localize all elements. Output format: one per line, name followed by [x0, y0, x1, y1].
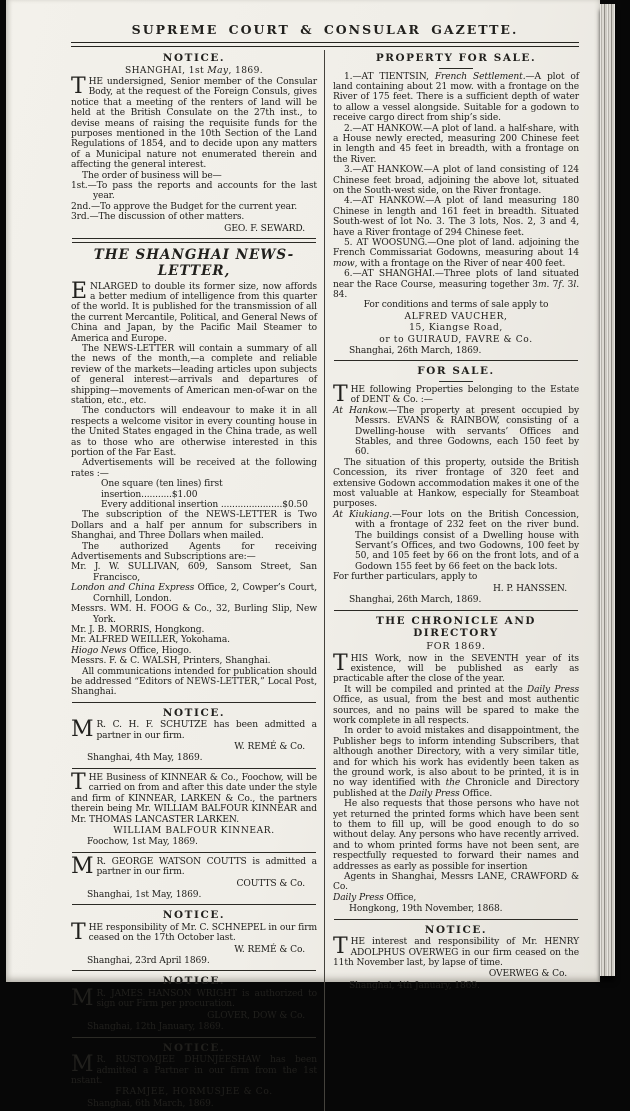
- signature: OVERWEG & Co.: [488, 969, 567, 980]
- signature: 15, Kiangse Road,: [409, 323, 503, 334]
- paragraph: THE Business of KINNEAR & Co., Foochow, will be carried on from and after this date under the style and firm of KINNEAR, LARKEN & Co., the partners therein being Mr. WILLIAM BALFOUR KINNEAR and Mr. THOMAS LANCASTER LARKEN.: [71, 769, 317, 825]
- paragraph: Mr. J. W. SULLIVAN, 609, Sansom Street, San Francisco,: [71, 562, 317, 583]
- paragraph: In order to avoid mistakes and disappointment, the Publisher begs to inform intending Subscribers, that although another Directory, with a very similar title, and for which his work has evidently been taken as the ground work, is also about to be printed, it is in no way identified with the Chronicle and Directory published at the Daily Press Office.: [333, 726, 579, 799]
- paragraph: The authorized Agents for receiving Advertisements and Subscriptions are:—: [71, 541, 317, 563]
- masthead-rule: [71, 42, 579, 47]
- column-left: [71, 50, 324, 1111]
- gazette-page: [6, 0, 600, 1109]
- ornament-rule: [439, 68, 473, 69]
- centered-line: For conditions and terms of sale apply to: [363, 300, 549, 311]
- paragraph: The order of business will be—: [82, 170, 222, 181]
- dateline: Shanghai, 26th March, 1869.: [349, 346, 482, 357]
- book-page-edges: [600, 4, 615, 976]
- paragraph: Advertisements will be received at the following rates :—: [71, 458, 317, 479]
- section-subheading: FOR 1869.: [426, 640, 486, 652]
- column-right: [324, 50, 579, 1111]
- section-divider-rule: [72, 702, 316, 703]
- notice-section: [71, 853, 317, 901]
- paragraph: M R. JAMES HANSON WRIGHT is authorized to sign our Firm per procuration.: [71, 985, 317, 1011]
- signature: FRAMJEE, HORMUSJEE & Co.: [115, 1087, 273, 1098]
- section-heading: NOTICE.: [162, 706, 226, 719]
- signature: ALFRED VAUCHER,: [404, 311, 508, 322]
- drop-cap: T: [333, 381, 348, 407]
- dateline: Shanghai, 4th May, 1869.: [87, 753, 203, 764]
- section-heading: NOTICE.: [424, 923, 488, 936]
- notice-section: [333, 52, 579, 356]
- drop-cap: E: [71, 278, 87, 304]
- notice-section: [71, 909, 317, 966]
- section-heading: PROPERTY FOR SALE.: [375, 52, 537, 64]
- dateline: SHANGHAI, 1st May, 1869.: [124, 65, 264, 76]
- paragraph: Hiogo News Office, Hiogo.: [71, 645, 192, 656]
- paragraph: M R. GEORGE WATSON COUTTS is admitted a partner in our firm.: [71, 853, 317, 879]
- section-heading: NOTICE.: [162, 1041, 226, 1054]
- section-divider-rule: [334, 610, 578, 611]
- paragraph: ENLARGED to double its former size, now affords a better medium of intelligence from this quarter of the world. It is published for the transmission of all the current Mercantile, Political, and General News of China and Japan, by the Pacific Mail Steamer to America and Europe.: [71, 278, 317, 344]
- columns: [71, 50, 579, 1111]
- notice-section: [71, 707, 317, 764]
- section-heading: FOR SALE.: [417, 365, 495, 378]
- signature: WILLIAM BALFOUR KINNEAR.: [113, 825, 275, 836]
- signature: or to GUIRAUD, FAVRE & Co.: [379, 334, 533, 345]
- notice-section: [71, 975, 317, 1032]
- notice-section: [333, 365, 579, 605]
- signature: W. REMÉ & Co.: [234, 944, 305, 955]
- ornament-rule: [439, 381, 473, 382]
- dateline: Foochow, 1st May, 1869.: [87, 837, 198, 848]
- section-divider-rule: [72, 768, 316, 769]
- section-heading: THE CHRONICLE AND DIRECTORY: [375, 614, 537, 639]
- paragraph: 3.—AT HANKOW.—A plot of land consisting of 124 Chinese feet broad, adjoining the above lot, situated on the South-west side, on the River frontage.: [333, 165, 579, 196]
- paragraph: London and China Express Office, 2, Cowper’s Court, Cornhill, London.: [71, 583, 317, 604]
- drop-cap: T: [333, 650, 348, 676]
- paragraph: M R. C. H. F. SCHUTZE has been admitted a partner in our firm.: [71, 717, 317, 743]
- dateline: Shanghai, 6th March, 1869.: [87, 1098, 214, 1109]
- drop-cap: M: [71, 1052, 94, 1078]
- paragraph: 2nd.—To approve the Budget for the current year.: [71, 201, 298, 212]
- page-content: [71, 22, 580, 1109]
- paragraph: It will be compiled and printed at the Daily Press Office, as usual, from the best and most authentic sources, and no pains will be spared to make the work complete in all respects.: [333, 684, 580, 726]
- drop-cap: M: [71, 717, 94, 743]
- paragraph: 1st.—To pass the reports and accounts for the last year.: [71, 180, 317, 202]
- drop-cap: T: [71, 73, 86, 99]
- paragraph: THE responsibility of Mr. C. SCHNEPEL in our firm ceased on the 17th October last.: [71, 919, 317, 945]
- notice-section: [71, 1042, 317, 1110]
- notice-section: [333, 615, 579, 915]
- drop-cap: T: [333, 934, 348, 960]
- drop-cap: M: [71, 853, 94, 879]
- paragraph: Messrs. F. & C. WALSH, Printers, Shanghai.: [71, 656, 271, 667]
- notice-section: [71, 769, 317, 848]
- paragraph: 4.—AT HANKOW.—A plot of land measuring 180 Chinese in length and 161 feet in breadth. Situated South-west of lot No. 3. The 3 lots, Nos. 2, 3 and 4, have a River frontage of 294 Chinese feet.: [333, 196, 579, 238]
- drop-cap: T: [71, 919, 86, 945]
- section-divider-rule: [334, 919, 578, 920]
- drop-cap: M: [71, 985, 94, 1011]
- paragraph: THIS Work, now in the SEVENTH year of its existence, will be published as early as practicable after the close of the year.: [333, 650, 579, 685]
- notice-section: [71, 52, 317, 234]
- paragraph: The subscription of the NEWS-LETTER is Two Dollars and a half per annum for subscribers in Shanghai, and Three Dollars when mailed.: [71, 510, 317, 542]
- paragraph: Mr. J. B. MORRIS, Hongkong.: [71, 624, 205, 635]
- paragraph: All communications intended for publication should be addressed “Editors of NEWS-LETTER,” Local Post, Shanghai.: [71, 666, 317, 698]
- section-heading: NOTICE.: [162, 52, 226, 64]
- dateline: Shanghai, 26th March, 1869.: [349, 595, 482, 606]
- paragraph: 2.—AT HANKOW.—A plot of land. a half-share, with a House newly erected, measuring 200 Chinese feet in length and 45 feet in breadth, with a frontage on the River.: [333, 123, 579, 165]
- section-divider-rule: [72, 238, 316, 243]
- paragraph: The NEWS-LETTER will contain a summary of all the news of the month,—a complete and reliable review of the markets—leading articles upon subjects of general interest—arrivals and departures of shipping—movements of American men-of-war on the station, etc., etc.: [71, 343, 317, 406]
- page-title: SUPREME COURT & CONSULAR GAZETTE.: [131, 22, 519, 37]
- section-divider-rule: [72, 904, 316, 905]
- section-divider-rule: [334, 360, 578, 361]
- drop-cap: T: [71, 769, 86, 795]
- dateline: Shanghai, 23rd April 1869.: [87, 956, 210, 967]
- paragraph: M R. RUSTOMJEE DHUNJEESHAW has been admitted a Partner in our firm from the 1st nstant.: [71, 1052, 317, 1086]
- section-heading: NOTICE.: [162, 909, 226, 922]
- dateline: Shanghai, 1st May, 1869.: [87, 889, 202, 900]
- signature: COUTTS & Co.: [236, 878, 305, 889]
- paragraph: THE interest and responsibility of Mr. HENRY ADOLPHUS OVERWEG in our firm ceased on the 11th November last, by lapse of time.: [333, 934, 579, 968]
- rate-line: Every additional insertion ......................$0.50: [101, 500, 308, 511]
- paragraph: THE undersigned, Senior member of the Consular Body, at the request of the Foreign Consuls, gives notice that a meeting of the renters of land will be held at the British Consulate on the 27th inst., to devise means of raising the requisite funds for the purposes mentioned in the 10th Section of the Land Regulations of 1854, and to decide upon any matters of a Municipal nature not enumerated therein and affecting the general interest.: [71, 73, 317, 171]
- paragraph: 1.—AT TIENTSIN, French Settlement.—A plot of land containing about 21 mow. with a frontage on the River of 175 feet. There is a sufficient depth of water to allow a vessel alongside. Suitable for a godown to receive cargo direct from ship’s side.: [333, 71, 579, 124]
- notice-section: [333, 924, 579, 992]
- signature: GEO. F. SEWARD.: [224, 223, 305, 234]
- rate-line: One square (ten lines) first insertion...........$1.00: [101, 479, 223, 500]
- paragraph: At Hankow.—The property at present occupied by Messrs. EVANS & RAINBOW, consisting of a Dwelling-house with servants’ Offices and Stables, and three Godowns, each 150 feet by 60.: [333, 405, 579, 458]
- section-divider-rule: [72, 970, 316, 971]
- signature: GLOVER, DOW & Co.: [207, 1010, 305, 1021]
- paragraph: The conductors will endeavour to make it in all respects a welcome visitor in every counting house in the United States engaged in the China trade, as well as to those who are otherwise interested in this portion of the Far East.: [71, 406, 317, 458]
- signature: H. P. HANSSEN.: [492, 583, 567, 594]
- paragraph: THE following Properties belonging to the Estate of DENT & Co. :—: [333, 381, 579, 407]
- paragraph: 3rd.—The discussion of other matters.: [71, 212, 245, 223]
- paragraph: Daily Press Office,: [333, 892, 417, 903]
- dateline: Shanghai, 4th January, 1869.: [349, 980, 480, 991]
- paragraph: At Kiukiang.—Four lots on the British Concession, with a frontage of 232 feet on the river bund. The buildings consist of a Dwelling house with Servant’s Offices, and two Godowns, 100 feet by 50, and 105 feet by 66 on the front lots, and of a Godown 155 feet by 66 feet on the back lots.: [333, 509, 579, 572]
- paragraph: The situation of this property, outside the British Concession, its river frontage of 320 feet and extensive Godown accommodation makes it one of the most valuable at Hankow, especially for Steamboat purposes.: [333, 457, 579, 510]
- paragraph: 5. AT WOOSUNG.—One plot of land. adjoining the French Commissariat Godowns, measuring about 14 mow, with a frontage on the River of near 400 feet.: [333, 238, 579, 269]
- paragraph: For further particulars, apply to: [333, 572, 478, 583]
- section-heading: NOTICE.: [162, 975, 226, 988]
- section-divider-rule: [72, 1037, 316, 1038]
- publication-title: THE SHANGHAI NEWS-LETTER,: [93, 246, 295, 279]
- notice-section: [71, 247, 317, 698]
- dateline: Shanghai, 12th January, 1869.: [87, 1022, 224, 1033]
- paragraph: Messrs. WM. H. FOOG & Co., 32, Burling Slip, New York.: [71, 604, 317, 625]
- paragraph: 6.—AT SHANGHAI.—Three plots of land situated near the Race Course, measuring together 3m. 7f. 3l. 84.: [333, 269, 579, 301]
- paragraph: Agents in Shanghai, Messrs LANE, CRAWFORD & Co.: [333, 872, 579, 893]
- paragraph: Mr. ALFRED WEILLER, Yokohama.: [71, 635, 230, 646]
- paragraph: He also requests that those persons who have not yet returned the printed forms which have been sent to them to fill up, will be good enough to do so without delay. Any persons who have recently arrived. and to whom printed forms have not been sent, are respectfully requested to forward their names and addresses as early as possible for insertion: [333, 799, 579, 872]
- signature: W. REMÉ & Co.: [234, 742, 305, 753]
- section-divider-rule: [72, 852, 316, 853]
- dateline: Hongkong, 19th November, 1868.: [349, 904, 503, 915]
